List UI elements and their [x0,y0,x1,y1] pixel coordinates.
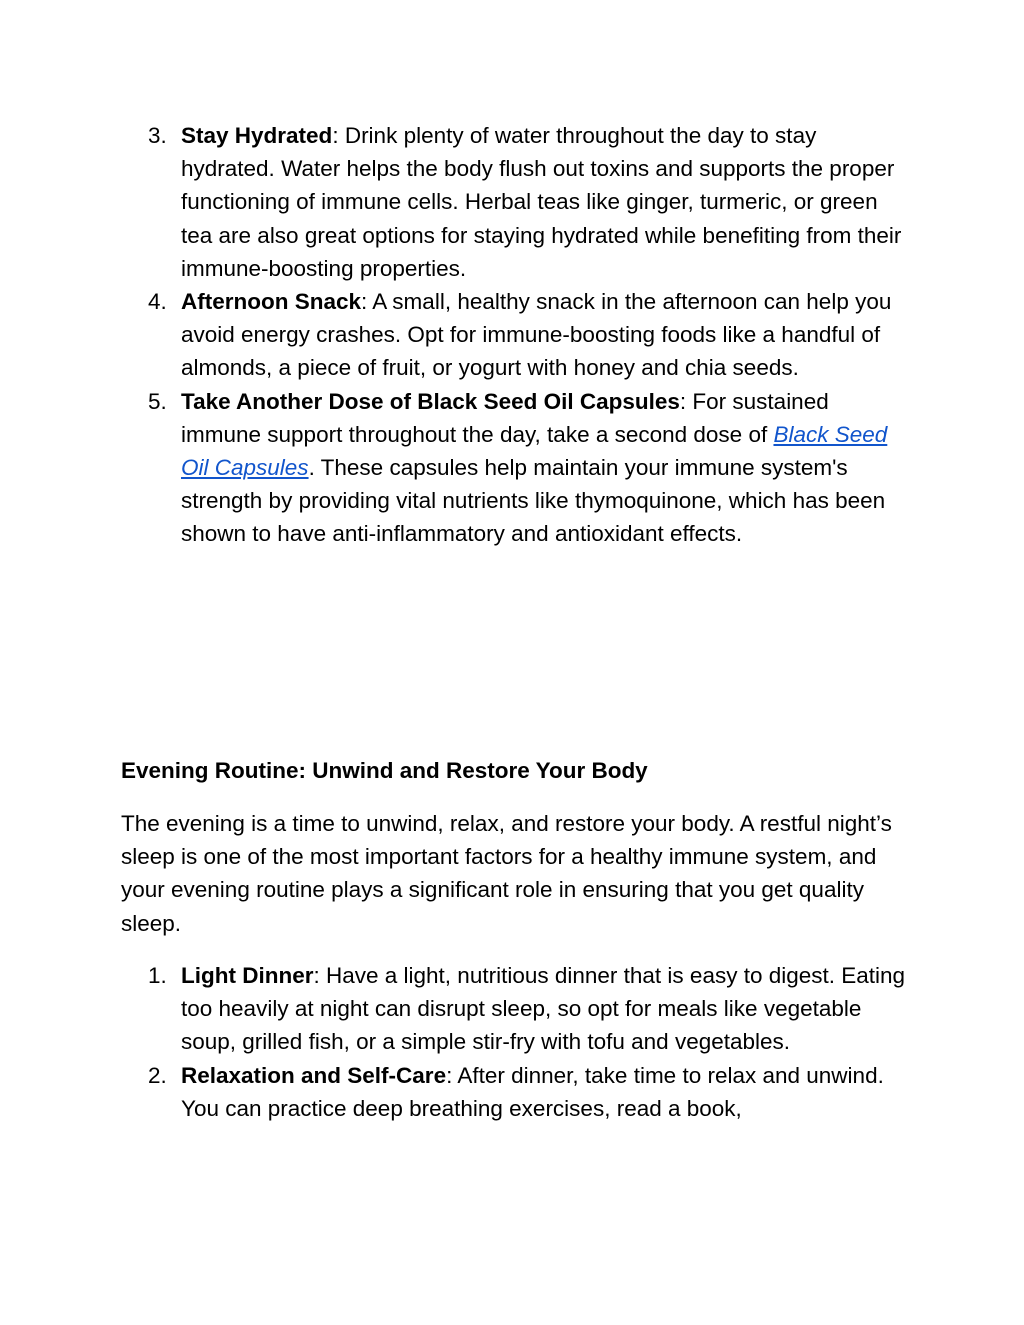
list-item-afternoon-snack [121,285,911,385]
list-item-text: . These capsules help maintain your immune system's strength by providing vital nutrients like thymoquinone, which has been shown to have anti-inflammatory and antioxidant effects. [181,455,886,547]
list-item-title: Afternoon Snack [181,289,362,315]
list-item-stay-hydrated [121,119,911,285]
list-number: 2. [148,1062,167,1088]
evening-intro-paragraph: The evening is a time to unwind, relax, and restore your body. A restful night’s sleep is one of the most important factors for a healthy immune system, and your evening routine plays a significant role in ensuring that you get quality sleep. [121,811,892,936]
routine-list-evening [121,959,911,1125]
black-seed-oil-capsules-link[interactable]: Black Seed Oil Capsules [181,421,888,481]
list-number: 1. [148,963,167,988]
list-item-text: : Have a light, nutritious dinner that is easy to digest. Eating too heavily at night can disrupt sleep, so opt for meals like vegetable soup, grilled fish, or a simple stir-fry with tofu and vegetables. [181,963,906,1055]
list-item-relaxation [121,1059,911,1125]
list-number: 5. [148,388,167,414]
routine-list-afternoon [121,119,911,551]
list-item-title: Relaxation and Self-Care [181,1062,447,1088]
list-item-title: Stay Hydrated [181,123,333,148]
evening-routine-heading: Evening Routine: Unwind and Restore Your Body [121,758,648,783]
list-item-title: Take Another Dose of Black Seed Oil Capsules [181,388,680,414]
list-item-black-seed-oil [121,385,911,551]
list-number: 3. [148,123,167,148]
list-item-title: Light Dinner [181,963,314,988]
list-item-text: : After dinner, take time to relax and unwind. You can practice deep breathing exercises, read a book, [181,1062,884,1121]
list-item-text: : A small, healthy snack in the afternoon can help you avoid energy crashes. Opt for immune-boosting foods like a handful of almonds, a piece of fruit, or yogurt with honey and chia seeds. [181,289,892,381]
list-item-light-dinner [121,959,911,1059]
list-number: 4. [148,289,167,315]
list-item-text: : Drink plenty of water throughout the day to stay hydrated. Water helps the body flush out toxins and supports the proper functioning of immune cells. Herbal teas like ginger, turmeric, or green tea are also great options for staying hydrated while benefiting from their immune-boosting properties. [181,123,902,281]
list-item-text: : For sustained immune support throughout the day, take a second dose of [181,388,829,447]
